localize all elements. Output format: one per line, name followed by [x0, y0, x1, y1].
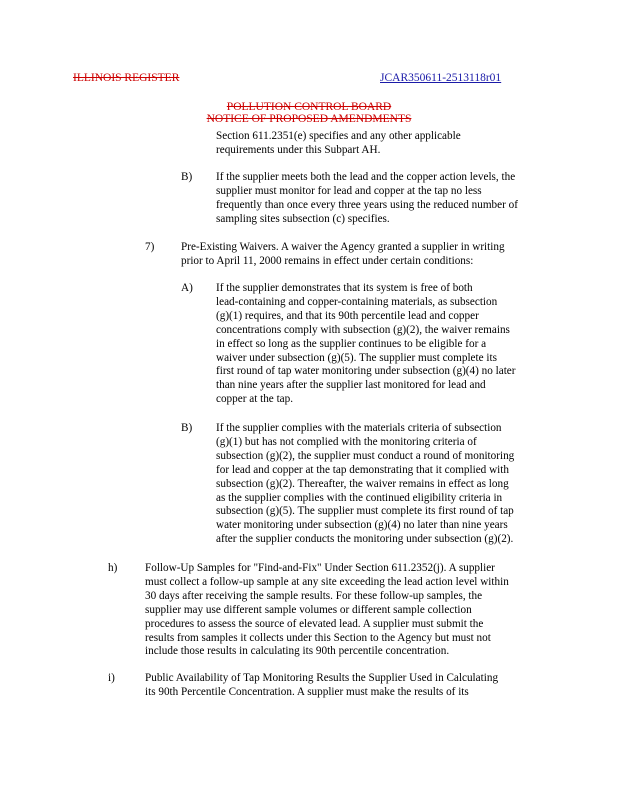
text-line: subsection (g)(5). The supplier must complete its first round of tap	[216, 505, 514, 518]
paragraph-b1	[216, 171, 586, 227]
text-line: If the supplier meets both the lead and the copper action levels, the	[216, 171, 516, 183]
register-header	[73, 72, 179, 86]
text-line: concentrations comply with subsection (g)(2), the waiver remains	[216, 323, 510, 336]
text-line: supplier must monitor for lead and copper at the tap no less	[216, 184, 482, 197]
text-line: (g)(1) but has not complied with the monitoring criteria of	[216, 435, 477, 448]
paragraph-b2	[216, 422, 586, 547]
text-line: copper at the tap.	[216, 393, 294, 406]
paragraph-h	[145, 562, 585, 659]
jcar-id[interactable]	[380, 72, 501, 86]
text-line: 30 days after receiving the sample results. For these follow-up samples, the	[145, 589, 483, 602]
text-line: Section 611.2351(e) specifies and any other applicable	[216, 130, 461, 142]
text-line: must collect a follow-up sample at any site exceeding the lead action level within	[145, 575, 509, 588]
paragraph-i	[145, 672, 585, 700]
text-line: lead-containing and copper-containing materials, as subsection	[216, 295, 498, 308]
jcar-link[interactable]: JCAR350611-2513118r01	[380, 72, 502, 84]
text-line: waiver under subsection (g)(5). The supplier must complete its	[216, 351, 497, 364]
text-line: procedures to assess the source of elevated lead. A supplier must submit the	[145, 617, 484, 630]
text-line: subsection (g)(2), the supplier must conduct a round of monitoring	[216, 449, 515, 462]
text-line: Pre-Existing Waivers. A waiver the Agency granted a supplier in writing	[181, 241, 505, 253]
text-line: than nine years after the supplier last monitored for lead and	[216, 379, 486, 392]
register-name: ILLINOIS REGISTER	[73, 72, 180, 84]
text-line: (g)(1) requires, and that its 90th percentile lead and copper	[216, 309, 479, 322]
text-line: after the supplier conducts the monitoring under subsection (g)(2).	[216, 533, 514, 546]
text-line: as the supplier complies with the continued eligibility criteria in	[216, 491, 503, 504]
text-line: Public Availability of Tap Monitoring Results the Supplier Used in Calculating	[145, 672, 499, 684]
text-line: If the supplier demonstrates that its system is free of both	[216, 282, 473, 294]
item-marker: i)	[108, 672, 115, 684]
text-line: in effect so long as the supplier continues to be eligible for a	[216, 337, 487, 350]
item-marker: 7)	[145, 241, 155, 253]
paragraph-7	[181, 241, 581, 269]
item-marker: A)	[181, 282, 193, 294]
notice-title: NOTICE OF PROPOSED AMENDMENTS	[206, 113, 412, 125]
board-name: POLLUTION CONTROL BOARD	[226, 101, 392, 113]
text-line: first round of tap water monitoring under subsection (g)(4) no later	[216, 365, 516, 378]
text-line: for lead and copper at the tap demonstrating that it complied with	[216, 463, 509, 476]
text-line: requirements under this Subpart AH.	[216, 143, 381, 156]
item-marker: B)	[181, 422, 193, 434]
text-line: subsection (g)(2). Thereafter, the waiver remains in effect as long	[216, 477, 509, 490]
text-line: its 90th Percentile Concentration. A supplier must make the results of its	[145, 685, 469, 698]
text-line: If the supplier complies with the materials criteria of subsection	[216, 422, 502, 434]
text-line: prior to April 11, 2000 remains in effect under certain conditions:	[181, 254, 474, 267]
text-line: sampling sites subsection (c) specifies.	[216, 212, 390, 225]
text-line: water monitoring under subsection (g)(4) no later than nine years	[216, 519, 508, 532]
continuation-text	[216, 130, 586, 158]
text-line: include those results in calculating its 90th percentile concentration.	[145, 645, 450, 658]
text-line: Follow-Up Samples for "Find-and-Fix" Under Section 611.2352(j). A supplier	[145, 562, 495, 574]
paragraph-a	[216, 282, 586, 407]
item-marker: B)	[181, 171, 193, 183]
text-line: results from samples it collects under this Section to the Agency but must not	[145, 631, 491, 644]
document-title	[150, 101, 468, 125]
text-line: supplier may use different sample volumes or different sample collection	[145, 603, 472, 616]
text-line: frequently than once every three years using the reduced number of	[216, 198, 518, 211]
item-marker: h)	[108, 562, 118, 574]
